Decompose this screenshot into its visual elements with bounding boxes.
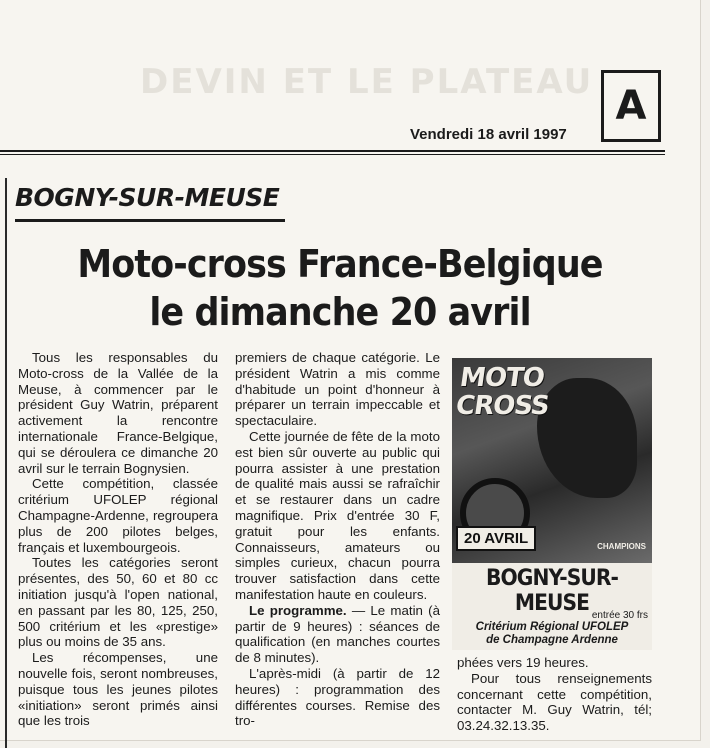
headline-line-2: le dimanche 20 avril: [149, 290, 531, 334]
section-letter: A: [601, 70, 661, 142]
paragraph: phées vers 19 heures.: [457, 655, 589, 670]
paragraph: Toutes les catégories seront présentes, des 50, 60 et 80 cc initiation jusqu'à l'open national, en passant par les 80, 125, 250, 500 critérium et les «prestige» plus ou moins de 35 ans.: [18, 555, 218, 650]
programme-text: — Le matin (à partir de 9 heures) : séances de qualification (en manches courtes de 8 minutes).: [235, 602, 440, 666]
issue-date: Vendredi 18 avril 1997: [410, 126, 567, 143]
article-column-2: [235, 350, 440, 729]
poster-criterium-line-1: Critérium Régional UFOLEP: [475, 621, 629, 633]
paragraph: Cette compétition, classée critérium UFOLEP régional Champagne-Ardenne, regroupera plus de 200 pilotes belges, français et luxembourgeois.: [18, 476, 218, 555]
paragraph: L'après-midi (à partir de 12 heures) : programmation des différentes courses. Remise des tro-: [235, 665, 440, 729]
paragraph: Tous les responsables du Moto-cross de la Vallée de la Meuse, à commencer par le président Guy Watrin, préparent activement la rencontre internationale France-Belgique, qui se déroulera ce dimanche 20 avril sur le terrain Bognysien.: [18, 350, 218, 476]
programme-paragraph: [235, 603, 440, 666]
event-poster: [452, 358, 652, 650]
article-headline: [27, 240, 653, 336]
paragraph: Les récompenses, une nouvelle fois, seront nombreuses, puisque tous les jeunes pilotes «initiation» seront primés ainsi que les trois: [18, 650, 218, 729]
masthead-rule-thin: [0, 154, 665, 155]
kicker-underline: [15, 219, 285, 222]
paragraph: Cette journée de fête de la moto est bien sûr ouverte au public qui pourra assister à une prestation de qualité mais aussi se rafraîchir et se restaurer dans un cadre magnifique. Prix d'entrée 30 F, gratuit pour les enfants. Connaisseurs, amateurs ou simples curieux, chacun pourra trouver satisfaction dans cette manifestation haute en couleurs.: [235, 428, 440, 602]
column-rule: [5, 178, 7, 748]
paragraph: Pour tous renseignements concernant cette compétition, contacter M. Guy Watrin, tél; 03.24.32.13.35.: [457, 670, 652, 734]
poster-entry-price: entrée 30 frs: [591, 610, 648, 621]
masthead-rule: [0, 150, 665, 152]
bleed-through-masthead: DEVIN ET LE PLATEAU: [140, 62, 594, 102]
poster-criterium-line-2: de Champagne Ardenne: [486, 634, 618, 646]
programme-label: Le programme.: [249, 602, 347, 618]
headline-line-1: Moto-cross France-Belgique: [77, 242, 603, 286]
article-kicker: BOGNY-SUR-MEUSE: [15, 183, 280, 212]
poster-city: BOGNY-SUR-MEUSE: [485, 566, 619, 616]
poster-title: [454, 364, 554, 420]
poster-brand-logo: CHAMPIONS: [597, 542, 646, 551]
poster-criterium: [452, 621, 652, 647]
paragraph: premiers de chaque catégorie. Le président Watrin a mis comme d'habitude un point d'honneur à préparer un terrain impeccable et spectaculaire.: [235, 350, 440, 429]
poster-title-line-2: CROSS: [453, 391, 551, 421]
article-column-3: [457, 655, 652, 734]
poster-title-line-1: MOTO: [457, 363, 546, 393]
article-column-1: [18, 350, 218, 729]
poster-date: 20 AVRIL: [456, 526, 536, 551]
